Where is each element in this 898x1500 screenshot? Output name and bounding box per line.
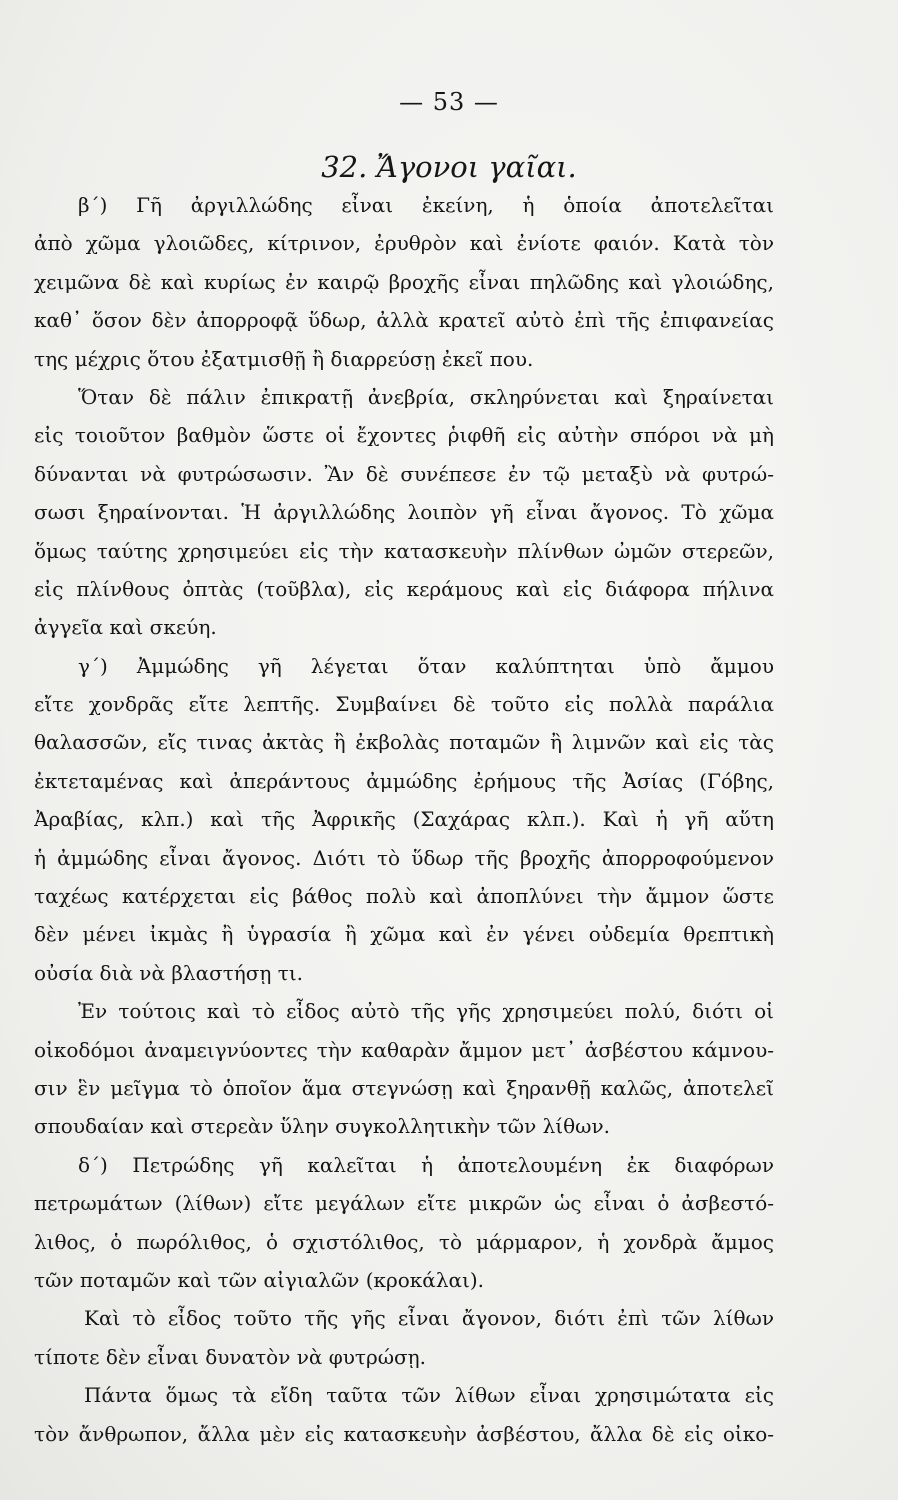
text-line: δὲν μένει ἰκμὰς ἢ ὑγρασία ἢ χῶμα καὶ ἐν γένει οὐδεμία θρεπτικὴ	[34, 922, 774, 947]
text-line: Ὅταν δὲ πάλιν ἐπικρατῇ ἀνεβρία, σκληρύνεται καὶ ξηραίνεται	[78, 384, 774, 409]
body-text	[34, 186, 774, 1453]
text-line: τῶν ποταμῶν καὶ τῶν αἰγιαλῶν (κροκάλαι).	[34, 1267, 484, 1292]
text-line: θαλασσῶν, εἴς τινας ἀκτὰς ἢ ἐκβολὰς ποταμῶν ἢ λιμνῶν καὶ εἰς τὰς	[34, 730, 774, 755]
text-line: εἴτε χονδρᾶς εἴτε λεπτῆς. Συμβαίνει δὲ τοῦτο εἰς πολλὰ παράλια	[34, 692, 774, 717]
text-line: χειμῶνα δὲ καὶ κυρίως ἐν καιρῷ βροχῆς εἶναι πηλῶδης καὶ γλοιώδης,	[34, 269, 774, 294]
text-line: ἀπὸ χῶμα γλοιῶδες, κίτρινον, ἐρυθρὸν καὶ ἐνίοτε φαιόν. Κατὰ τὸν	[34, 231, 774, 256]
text-line: ἀγγεῖα καὶ σκεύη.	[34, 615, 217, 640]
text-line: καθ᾽ ὅσον δὲν ἀπορροφᾷ ὕδωρ, ἀλλὰ κρατεῖ αὐτὸ ἐπὶ τῆς ἐπιφανείας	[34, 308, 774, 333]
text-line: σιν ἓν μεῖγμα τὸ ὁποῖον ἅμα στεγνώσῃ καὶ ξηρανθῇ καλῶς, ἀποτελεῖ	[34, 1075, 774, 1100]
text-line: γ΄) Ἀμμώδης γῆ λέγεται ὅταν καλύπτηται ὑπὸ ἄμμου	[78, 653, 774, 678]
text-line: τὸν ἄνθρωπον, ἄλλα μὲν εἰς κατασκευὴν ἀσβέστου, ἄλλα δὲ εἰς οἰκο-	[34, 1421, 774, 1446]
text-line: Καὶ τὸ εἶδος τοῦτο τῆς γῆς εἶναι ἄγονον, διότι ἐπὶ τῶν λίθων	[84, 1306, 774, 1331]
text-line: ταχέως κατέρχεται εἰς βάθος πολὺ καὶ ἀποπλύνει τὴν ἄμμον ὥστε	[34, 884, 774, 909]
text-line: τίποτε δὲν εἶναι δυνατὸν νὰ φυτρώσῃ.	[34, 1344, 427, 1369]
text-line: πετρωμάτων (λίθων) εἴτε μεγάλων εἴτε μικρῶν ὡς εἶναι ὁ ἀσβεστό-	[34, 1191, 774, 1216]
text-line: της μέχρις ὅτου ἐξατμισθῇ ἢ διαρρεύσῃ ἐκεῖ που.	[34, 346, 534, 371]
text-line: Ἀραβίας, κλπ.) καὶ τῆς Ἀφρικῆς (Σαχάρας κλπ.). Καὶ ἡ γῆ αὕτη	[34, 807, 774, 832]
text-line: λιθος, ὁ πωρόλιθος, ὁ σχιστόλιθος, τὸ μάρμαρον, ἡ χονδρὰ ἄμμος	[34, 1229, 774, 1254]
text-line: ἡ ἀμμώδης εἶναι ἄγονος. Διότι τὸ ὕδωρ τῆς βροχῆς ἀπορροφούμενον	[34, 845, 774, 870]
text-line: οὐσία διὰ νὰ βλαστήσῃ τι.	[34, 960, 304, 985]
text-line: δ΄) Πετρώδης γῆ καλεῖται ἡ ἀποτελουμένη ἐκ διαφόρων	[78, 1152, 774, 1177]
text-line: β΄) Γῆ ἀργιλλώδης εἶναι ἐκείνη, ἡ ὁποία ἀποτελεῖται	[78, 193, 774, 217]
text-line: ἐκτεταμένας καὶ ἀπεράντους ἀμμώδης ἐρήμους τῆς Ἀσίας (Γόβης,	[34, 768, 774, 793]
text-line: σπουδαίαν καὶ στερεὰν ὕλην συγκολλητικὴν τῶν λίθων.	[34, 1114, 610, 1139]
text-line: σωσι ξηραίνονται. Ἡ ἀργιλλώδης λοιπὸν γῆ εἶναι ἄγονος. Τὸ χῶμα	[34, 500, 774, 525]
text-line: ὅμως ταύτης χρησιμεύει εἰς τὴν κατασκευὴν πλίνθων ὠμῶν στερεῶν,	[34, 538, 774, 563]
page-number: — 53 —	[399, 88, 499, 116]
text-line: εἰς πλίνθους ὀπτὰς (τοῦβλα), εἰς κεράμους καὶ εἰς διάφορα πήλινα	[34, 576, 774, 601]
text-line: δύνανται νὰ φυτρώσωσιν. Ἂν δὲ συνέπεσε ἐν τῷ μεταξὺ νὰ φυτρώ-	[34, 461, 774, 486]
text-line: Ἐν τούτοις καὶ τὸ εἶδος αὐτὸ τῆς γῆς χρησιμεύει πολύ, διότι οἱ	[78, 999, 774, 1024]
text-line: εἰς τοιοῦτον βαθμὸν ὥστε οἱ ἔχοντες ῥιφθῆ εἰς αὐτὴν σπόροι νὰ μὴ	[34, 423, 774, 448]
text-line: οἰκοδόμοι ἀναμειγνύοντες τὴν καθαρὰν ἄμμον μετ᾽ ἀσβέστου κάμνου-	[34, 1037, 774, 1062]
section-heading: 32. Ἄγονοι γαῖαι.	[321, 150, 577, 184]
text-line: Πάντα ὅμως τὰ εἴδη ταῦτα τῶν λίθων εἶναι χρησιμώτατα εἰς	[84, 1383, 774, 1408]
